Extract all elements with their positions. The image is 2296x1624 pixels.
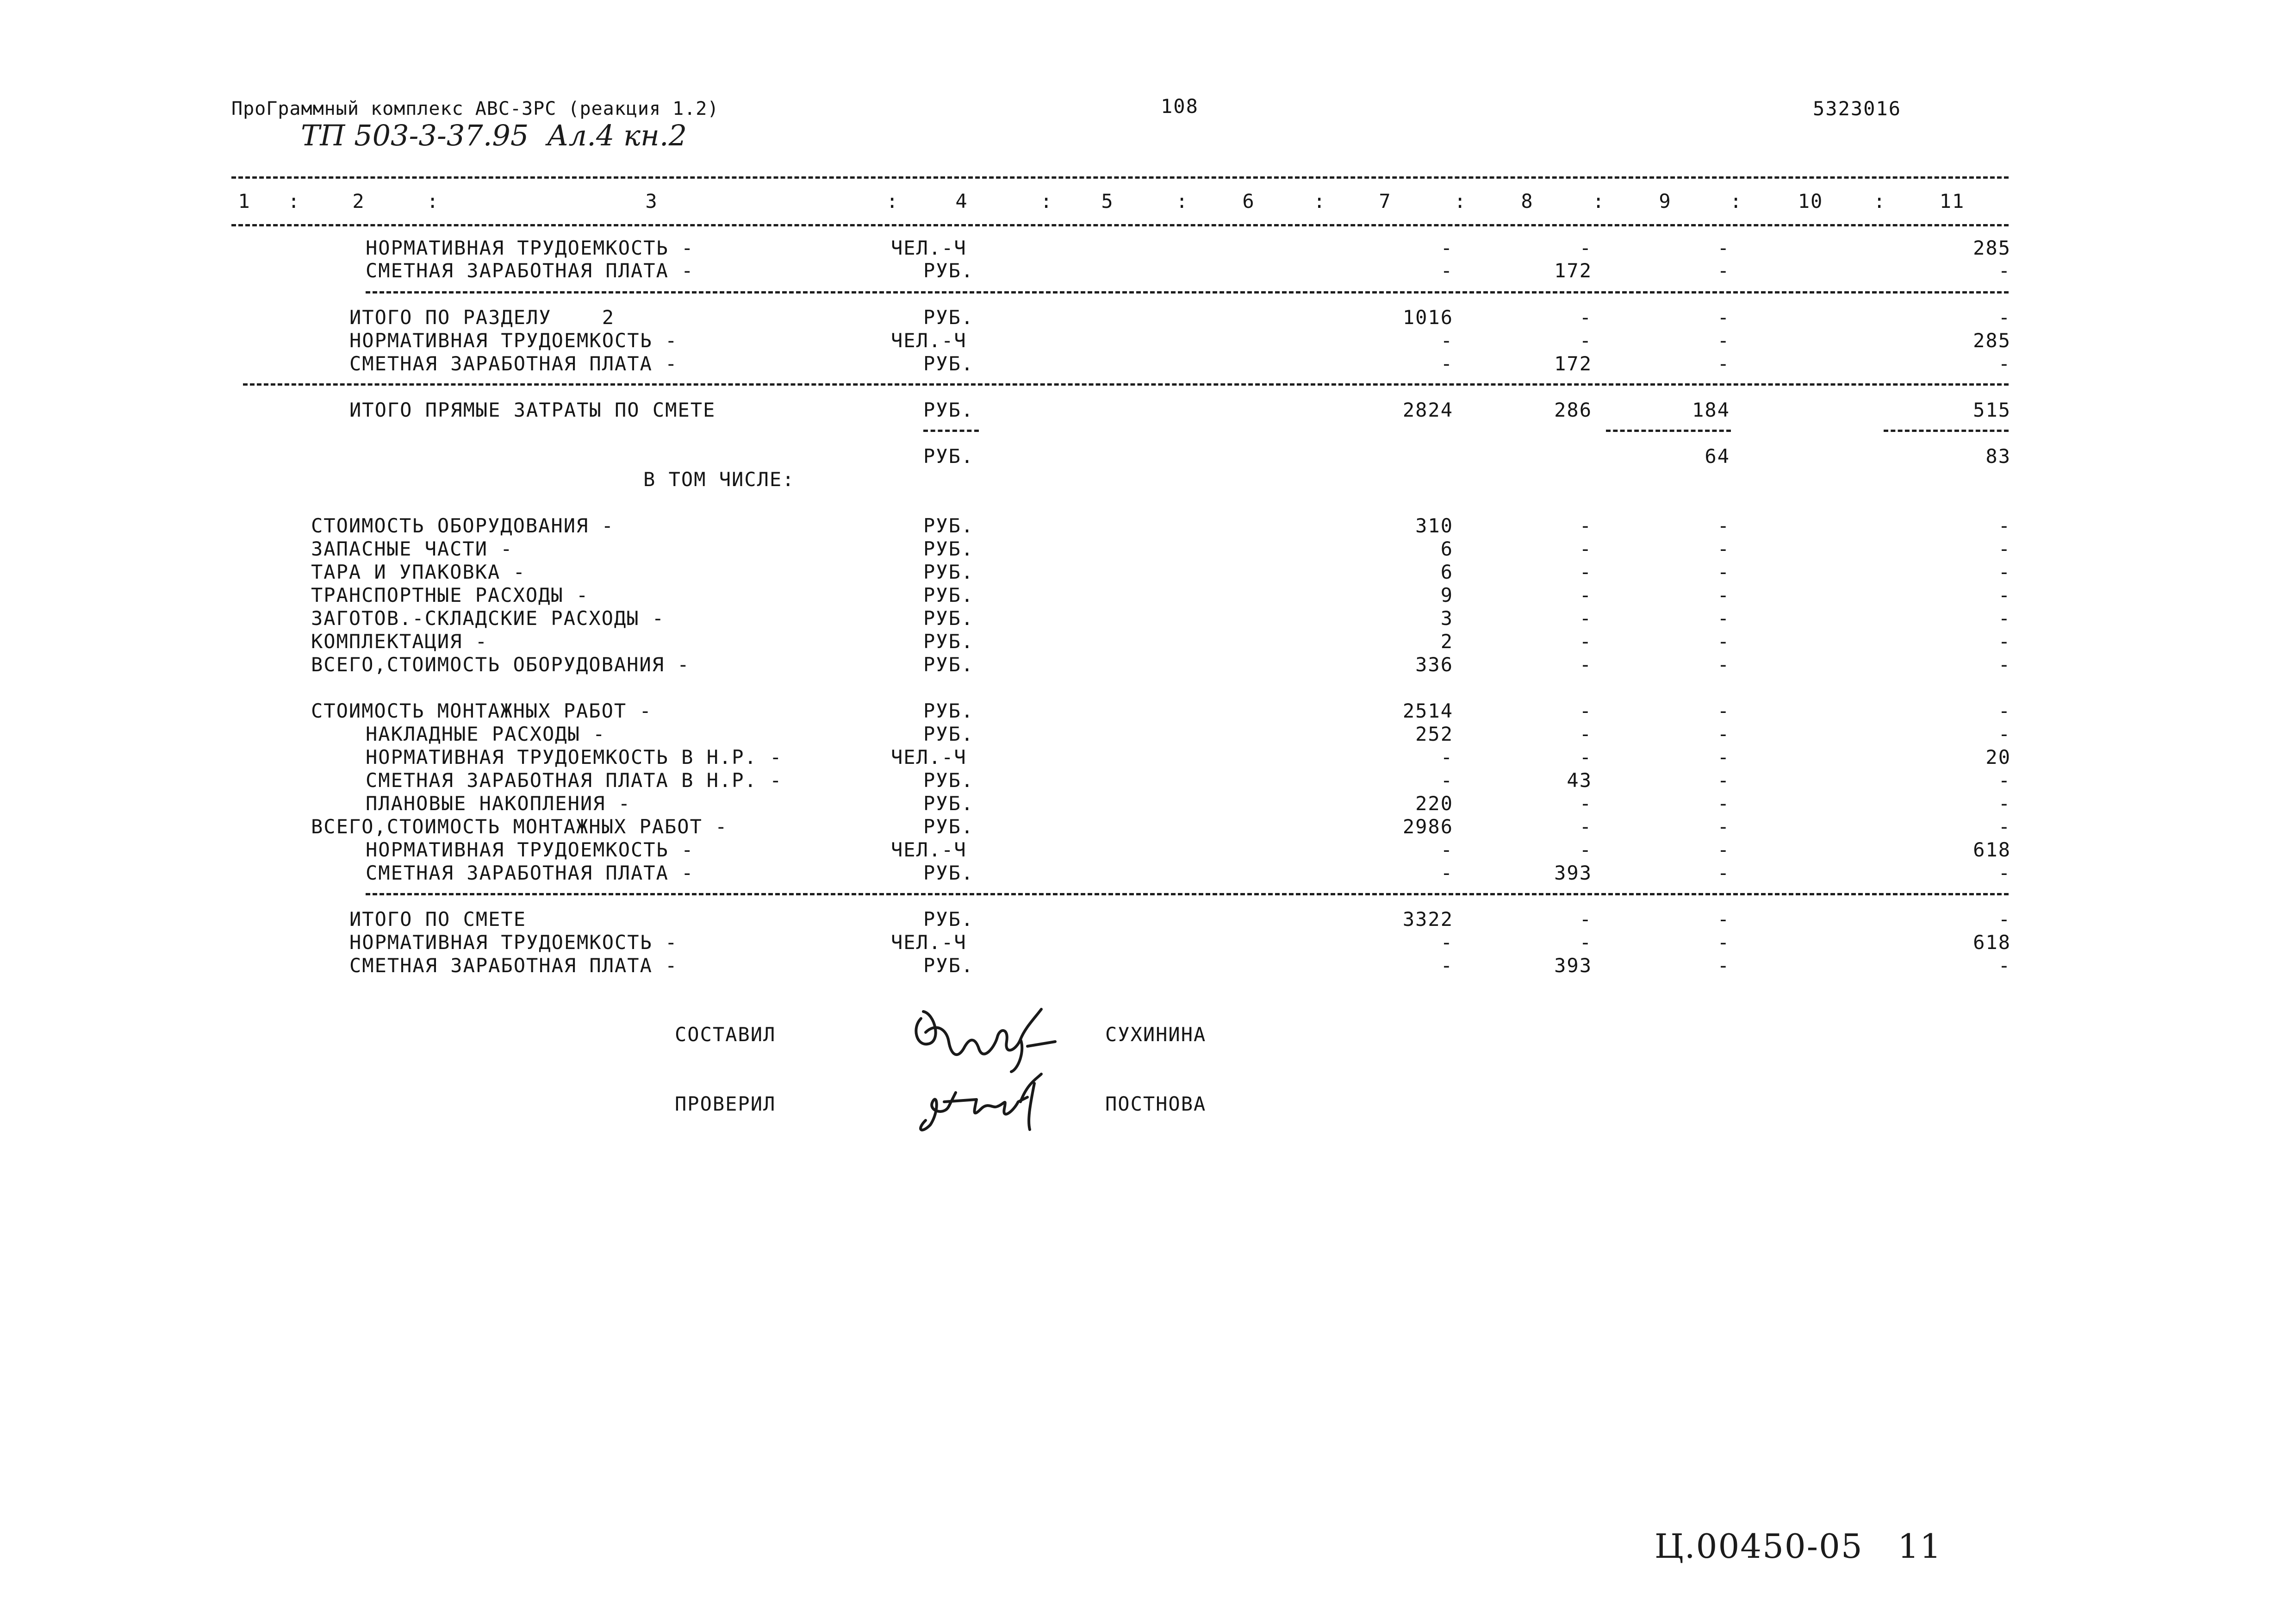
row-value-c7: -: [1440, 329, 1453, 352]
row-unit: РУБ.: [923, 862, 974, 884]
row-value-c11: 83: [1985, 445, 2011, 468]
row-label: СМЕТНАЯ ЗАРАБОТНАЯ ПЛАТА -: [349, 954, 678, 977]
row-value-c8: -: [1579, 746, 1592, 768]
row-value-c8: -: [1579, 723, 1592, 745]
row-value-c9: 184: [1692, 399, 1730, 421]
row-unit: РУБ.: [923, 352, 974, 375]
row-value-c7: -: [1440, 838, 1453, 861]
row-value-c9: -: [1717, 954, 1730, 977]
row-value-c9: -: [1717, 514, 1730, 537]
section-rule-2: [243, 383, 2009, 386]
row-unit: РУБ.: [923, 607, 974, 630]
row-value-c11: -: [1998, 723, 2011, 745]
row-value-c9: -: [1717, 653, 1730, 676]
program-title: ПроГраммный комплекс АВС-3РС (реакция 1.2): [231, 98, 719, 119]
row-value-c7: 2: [1440, 630, 1453, 653]
column-header-9: 9: [1659, 190, 1672, 212]
header-top-rule: [231, 176, 2009, 179]
row-value-c8: -: [1579, 607, 1592, 630]
row-unit: РУБ.: [923, 445, 974, 468]
row-value-c9: -: [1717, 607, 1730, 630]
row-value-c11: -: [1998, 584, 2011, 606]
column-header-10: 10: [1798, 190, 1823, 212]
row-value-c11: -: [1998, 815, 2011, 838]
row-value-c7: -: [1440, 259, 1453, 282]
row-unit: РУБ.: [923, 792, 974, 815]
row-label: СТОИМОСТЬ МОНТАЖНЫХ РАБОТ -: [311, 700, 652, 722]
row-unit: РУБ.: [923, 723, 974, 745]
row-value-c9: -: [1717, 862, 1730, 884]
row-value-c8: -: [1579, 700, 1592, 722]
row-value-c8: -: [1579, 514, 1592, 537]
row-label: НОРМАТИВНАЯ ТРУДОЕМКОСТЬ -: [349, 329, 678, 352]
column-header-6: 6: [1242, 190, 1255, 212]
row-value-c9: -: [1717, 537, 1730, 560]
row-value-c7: -: [1440, 746, 1453, 768]
row-unit: РУБ.: [923, 399, 974, 421]
row-unit: РУБ.: [923, 259, 974, 282]
row-unit: ЧЕЛ.-Ч: [891, 329, 967, 352]
row-label: ВСЕГО,СТОИМОСТЬ МОНТАЖНЫХ РАБОТ -: [311, 815, 728, 838]
row-value-c9: -: [1717, 306, 1730, 329]
row-value-c8: 286: [1554, 399, 1592, 421]
row-value-c9: -: [1717, 815, 1730, 838]
row-value-c7: -: [1440, 931, 1453, 954]
row-label: ИТОГО ПО РАЗДЕЛУ 2: [349, 306, 615, 329]
row-value-c9: -: [1717, 700, 1730, 722]
row-label: ТАРА И УПАКОВКА -: [311, 561, 526, 583]
row-value-c9: -: [1717, 630, 1730, 653]
row-value-c9: -: [1717, 352, 1730, 375]
row-unit: РУБ.: [923, 537, 974, 560]
row-label: НАКЛАДНЫЕ РАСХОДЫ -: [366, 723, 606, 745]
row-value-c11: -: [1998, 607, 2011, 630]
row-value-c8: -: [1579, 561, 1592, 583]
row-value-c8: -: [1579, 815, 1592, 838]
subtotal-rule-c11: [1884, 430, 2009, 432]
row-value-c8: -: [1579, 537, 1592, 560]
column-header-2: 2: [352, 190, 365, 212]
row-unit: РУБ.: [923, 908, 974, 931]
row-label: ЗАПАСНЫЕ ЧАСТИ -: [311, 537, 513, 560]
row-value-c7: 1016: [1402, 306, 1453, 329]
row-value-c7: 2986: [1402, 815, 1453, 838]
row-value-c11: 515: [1973, 399, 2011, 421]
row-unit: ЧЕЛ.-Ч: [891, 931, 967, 954]
row-label: ИТОГО ПРЯМЫЕ ЗАТРАТЫ ПО СМЕТЕ: [349, 399, 716, 421]
subtotal-rule-c9: [1606, 430, 1731, 432]
row-value-c7: 310: [1415, 514, 1453, 537]
row-value-c8: -: [1579, 838, 1592, 861]
column-separator: :: [288, 190, 301, 212]
row-value-c7: -: [1440, 352, 1453, 375]
row-value-c7: -: [1440, 769, 1453, 792]
row-value-c11: -: [1998, 537, 2011, 560]
row-value-c11: 20: [1985, 746, 2011, 768]
row-value-c11: -: [1998, 792, 2011, 815]
column-separator: :: [1873, 190, 1886, 212]
row-value-c8: -: [1579, 329, 1592, 352]
column-header-1: 1: [238, 190, 251, 212]
row-value-c11: 285: [1973, 329, 2011, 352]
row-label: ТРАНСПОРТНЫЕ РАСХОДЫ -: [311, 584, 589, 606]
row-label: СМЕТНАЯ ЗАРАБОТНАЯ ПЛАТА В Н.Р. -: [366, 769, 783, 792]
row-value-c8: -: [1579, 908, 1592, 931]
row-value-c7: 336: [1415, 653, 1453, 676]
column-separator: :: [1176, 190, 1189, 212]
row-value-c11: 618: [1973, 838, 2011, 861]
row-value-c8: 43: [1567, 769, 1592, 792]
row-label: НОРМАТИВНАЯ ТРУДОЕМКОСТЬ -: [366, 237, 694, 259]
row-label: НОРМАТИВНАЯ ТРУДОЕМКОСТЬ В Н.Р. -: [366, 746, 783, 768]
column-header-4: 4: [955, 190, 968, 212]
column-header-7: 7: [1379, 190, 1392, 212]
row-unit: РУБ.: [923, 700, 974, 722]
row-value-c9: -: [1717, 838, 1730, 861]
row-value-c8: 172: [1554, 259, 1592, 282]
column-header-5: 5: [1101, 190, 1114, 212]
row-label: НОРМАТИВНАЯ ТРУДОЕМКОСТЬ -: [366, 838, 694, 861]
row-value-c9: -: [1717, 908, 1730, 931]
row-value-c11: 618: [1973, 931, 2011, 954]
row-value-c11: -: [1998, 514, 2011, 537]
document-code: 5323016: [1813, 97, 1902, 120]
row-value-c8: -: [1579, 237, 1592, 259]
row-value-c11: -: [1998, 954, 2011, 977]
row-unit: РУБ.: [923, 561, 974, 583]
row-value-c9: -: [1717, 259, 1730, 282]
row-unit: ЧЕЛ.-Ч: [891, 237, 967, 259]
row-value-c11: -: [1998, 630, 2011, 653]
compiled-by-name: СУХИНИНА: [1105, 1023, 1207, 1046]
checked-by-name: ПОСТНОВА: [1105, 1093, 1207, 1115]
row-value-c8: 172: [1554, 352, 1592, 375]
row-value-c11: -: [1998, 908, 2011, 931]
checked-signature: [912, 1065, 1060, 1139]
row-value-c9: -: [1717, 329, 1730, 352]
subtotal-rule-unit: [923, 430, 979, 432]
row-unit: РУБ.: [923, 769, 974, 792]
column-separator: :: [1593, 190, 1605, 212]
row-label: СМЕТНАЯ ЗАРАБОТНАЯ ПЛАТА -: [349, 352, 678, 375]
row-value-c8: -: [1579, 792, 1592, 815]
row-value-c11: -: [1998, 769, 2011, 792]
row-value-c7: 3322: [1402, 908, 1453, 931]
checked-by-label: ПРОВЕРИЛ: [675, 1093, 776, 1115]
row-value-c8: 393: [1554, 862, 1592, 884]
compiled-by-label: СОСТАВИЛ: [675, 1023, 776, 1046]
row-unit: ЧЕЛ.-Ч: [891, 838, 967, 861]
row-label: ПЛАНОВЫЕ НАКОПЛЕНИЯ -: [366, 792, 631, 815]
row-value-c9: -: [1717, 584, 1730, 606]
row-value-c8: -: [1579, 653, 1592, 676]
row-label: СТОИМОСТЬ ОБОРУДОВАНИЯ -: [311, 514, 614, 537]
column-separator: :: [1040, 190, 1053, 212]
row-value-c7: -: [1440, 237, 1453, 259]
section-rule-3: [366, 893, 2009, 895]
section-rule-1: [366, 291, 2009, 294]
row-value-c11: -: [1998, 306, 2011, 329]
row-value-c7: 2824: [1402, 399, 1453, 421]
row-label: КОМПЛЕКТАЦИЯ -: [311, 630, 488, 653]
row-value-c11: 285: [1973, 237, 2011, 259]
row-value-c8: -: [1579, 306, 1592, 329]
row-value-c9: -: [1717, 792, 1730, 815]
row-value-c8: 393: [1554, 954, 1592, 977]
row-label: ИТОГО ПО СМЕТЕ: [349, 908, 527, 931]
row-value-c9: -: [1717, 746, 1730, 768]
row-unit: РУБ.: [923, 584, 974, 606]
row-value-c8: -: [1579, 630, 1592, 653]
row-value-c7: -: [1440, 954, 1453, 977]
row-value-c7: 252: [1415, 723, 1453, 745]
row-value-c11: -: [1998, 862, 2011, 884]
column-separator: :: [1730, 190, 1743, 212]
row-value-c7: 9: [1440, 584, 1453, 606]
row-value-c7: 6: [1440, 537, 1453, 560]
row-value-c11: -: [1998, 259, 2011, 282]
row-label: ЗАГОТОВ.-СКЛАДСКИЕ РАСХОДЫ -: [311, 607, 665, 630]
row-value-c11: -: [1998, 700, 2011, 722]
column-header-11: 11: [1939, 190, 1965, 212]
row-value-c7: 6: [1440, 561, 1453, 583]
row-unit: РУБ.: [923, 630, 974, 653]
column-separator: :: [427, 190, 440, 212]
row-value-c8: -: [1579, 931, 1592, 954]
header-bottom-rule: [231, 224, 2009, 226]
row-label: В ТОМ ЧИСЛЕ:: [643, 468, 795, 491]
column-header-3: 3: [645, 190, 658, 212]
row-value-c11: -: [1998, 352, 2011, 375]
row-value-c9: -: [1717, 723, 1730, 745]
row-unit: РУБ.: [923, 954, 974, 977]
row-value-c9: -: [1717, 769, 1730, 792]
row-unit: РУБ.: [923, 306, 974, 329]
column-header-8: 8: [1521, 190, 1534, 212]
row-label: НОРМАТИВНАЯ ТРУДОЕМКОСТЬ -: [349, 931, 678, 954]
row-value-c9: -: [1717, 561, 1730, 583]
column-separator: :: [886, 190, 899, 212]
row-value-c9: -: [1717, 931, 1730, 954]
row-value-c7: -: [1440, 862, 1453, 884]
row-unit: РУБ.: [923, 653, 974, 676]
row-value-c8: -: [1579, 584, 1592, 606]
row-value-c11: -: [1998, 561, 2011, 583]
row-value-c7: 220: [1415, 792, 1453, 815]
row-label: СМЕТНАЯ ЗАРАБОТНАЯ ПЛАТА -: [366, 259, 694, 282]
footer-archive-number: Ц.00450-05 11: [1655, 1527, 1942, 1566]
row-value-c9: -: [1717, 237, 1730, 259]
row-unit: ЧЕЛ.-Ч: [891, 746, 967, 768]
row-value-c11: -: [1998, 653, 2011, 676]
row-unit: РУБ.: [923, 514, 974, 537]
handwritten-project-ref: ТП 503-3-37.95 Ал.4 кн.2: [301, 119, 687, 152]
row-label: СМЕТНАЯ ЗАРАБОТНАЯ ПЛАТА -: [366, 862, 694, 884]
row-value-c7: 3: [1440, 607, 1453, 630]
column-separator: :: [1313, 190, 1326, 212]
column-separator: :: [1454, 190, 1467, 212]
row-unit: РУБ.: [923, 815, 974, 838]
row-label: ВСЕГО,СТОИМОСТЬ ОБОРУДОВАНИЯ -: [311, 653, 690, 676]
row-value-c9: 64: [1705, 445, 1730, 468]
page-number: 108: [1161, 95, 1199, 118]
row-value-c7: 2514: [1402, 700, 1453, 722]
